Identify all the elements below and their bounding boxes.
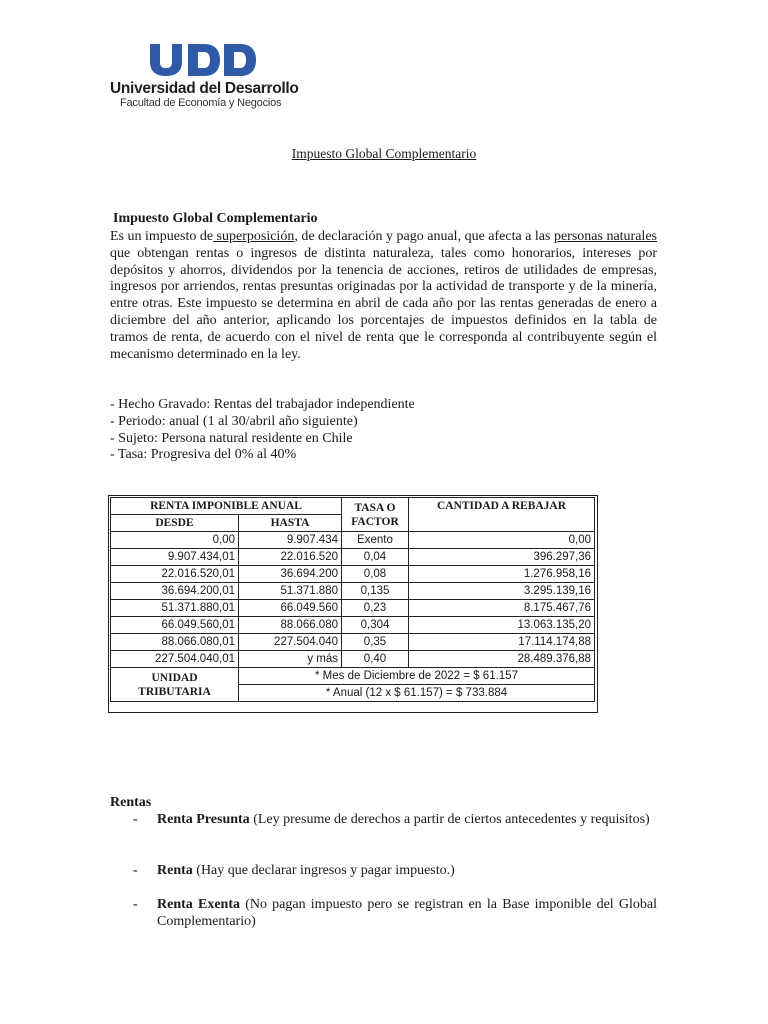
bullet: - xyxy=(133,812,138,827)
renta-desc: (Hay que declarar ingresos y pagar impuesto.) xyxy=(192,863,455,878)
university-name: Universidad del Desarrollo xyxy=(110,80,299,97)
udd-logo-mark xyxy=(148,40,258,76)
cell-rebajar: 1.276.958,16 xyxy=(409,566,595,583)
fact-tasa: - Tasa: Progresiva del 0% al 40% xyxy=(110,447,297,463)
cell-rebajar: 0,00 xyxy=(409,532,595,549)
cell-hasta: 9.907.434 xyxy=(239,532,342,549)
cell-tasa: 0,40 xyxy=(342,651,409,668)
tax-facts-list xyxy=(110,397,415,464)
cell-desde: 227.504.040,01 xyxy=(111,651,239,668)
para-text-b: , de declaración y pago anual, que afecta a las xyxy=(294,229,554,244)
fact-sujeto: - Sujeto: Persona natural residente en Chile xyxy=(110,430,353,446)
cell-hasta: 88.066.080 xyxy=(239,617,342,634)
cell-desde: 88.066.080,01 xyxy=(111,634,239,651)
para-underlined-superposicion: superposición xyxy=(213,229,295,244)
cell-hasta: 22.016.520 xyxy=(239,549,342,566)
cell-hasta: 66.049.560 xyxy=(239,600,342,617)
renta-desc: (Ley presume de derechos a partir de ciertos antecedentes y requisitos) xyxy=(249,812,650,827)
table-row xyxy=(111,566,595,583)
header-desde: DESDE xyxy=(111,515,239,532)
utm-mes: * Mes de Diciembre de 2022 = $ 61.157 xyxy=(239,668,595,685)
cell-hasta: 227.504.040 xyxy=(239,634,342,651)
cell-rebajar: 8.175.467,76 xyxy=(409,600,595,617)
header-renta-imponible: RENTA IMPONIBLE ANUAL xyxy=(111,498,342,515)
utm-label: UNIDAD TRIBUTARIA xyxy=(111,668,239,702)
renta-item xyxy=(133,812,657,829)
utm-row xyxy=(111,668,595,685)
cell-tasa: 0,135 xyxy=(342,583,409,600)
renta-item xyxy=(133,897,657,931)
fact-periodo: - Periodo: anual (1 al 30/abril año siguiente) xyxy=(110,413,358,429)
renta-term: Renta Presunta xyxy=(157,812,250,827)
cell-hasta: y más xyxy=(239,651,342,668)
renta-term: Renta xyxy=(157,863,193,878)
table-row xyxy=(111,583,595,600)
cell-desde: 22.016.520,01 xyxy=(111,566,239,583)
header-cantidad-rebajar: CANTIDAD A REBAJAR xyxy=(409,498,595,532)
table-row xyxy=(111,600,595,617)
table-row xyxy=(111,617,595,634)
cell-rebajar: 3.295.139,16 xyxy=(409,583,595,600)
cell-desde: 66.049.560,01 xyxy=(111,617,239,634)
bullet: - xyxy=(133,863,138,878)
header-hasta: HASTA xyxy=(239,515,342,532)
rentas-heading: Rentas xyxy=(110,795,152,810)
cell-tasa: 0,08 xyxy=(342,566,409,583)
university-logo xyxy=(110,40,299,115)
para-underlined-personas: personas naturales xyxy=(553,229,657,244)
cell-tasa: 0,23 xyxy=(342,600,409,617)
bullet: - xyxy=(133,897,138,912)
cell-desde: 0,00 xyxy=(111,532,239,549)
renta-desc: (No pagan impuesto pero se registran en la Base imponible del Global Complementario) xyxy=(157,897,657,929)
header-tasa-factor: TASA O FACTOR xyxy=(342,498,409,532)
cell-rebajar: 396.297,36 xyxy=(409,549,595,566)
para-text-c: que obtengan rentas o ingresos de distinta naturaleza, tales como honorarios, intereses por depósitos y ahorros, dividendos por la tenencia de acciones, retiros de utilidades de empresas, ingresos por arriendos, rentas presuntas originadas por la actividad de transporte y de la minería, entre otras. Este impuesto se determina en abril de cada año por las rentas generadas de enero a diciembre del año anterior, aplicando los porcentajes de impuestos definidos en la tabla de tramos de renta, de acuerdo con el nivel de renta que le corresponda al contribuyente según el mecanismo determinado en la ley. xyxy=(110,245,657,362)
page-title: Impuesto Global Complementario xyxy=(291,146,477,161)
renta-item xyxy=(133,863,657,880)
para-text-a: Es un impuesto de xyxy=(110,229,214,244)
description-paragraph xyxy=(110,229,657,363)
table-row xyxy=(111,651,595,668)
cell-rebajar: 28.489.376,88 xyxy=(409,651,595,668)
cell-tasa: 0,35 xyxy=(342,634,409,651)
tax-brackets-table xyxy=(110,497,595,702)
table-header-row xyxy=(111,498,595,515)
renta-term: Renta Exenta xyxy=(157,897,240,912)
table-row xyxy=(111,532,595,549)
cell-rebajar: 13.063.135,20 xyxy=(409,617,595,634)
cell-hasta: 51.371.880 xyxy=(239,583,342,600)
section-heading: Impuesto Global Complementario xyxy=(113,211,318,226)
cell-hasta: 36.694.200 xyxy=(239,566,342,583)
fact-hecho-gravado: - Hecho Gravado: Rentas del trabajador independiente xyxy=(110,397,415,412)
cell-tasa: 0,04 xyxy=(342,549,409,566)
cell-desde: 9.907.434,01 xyxy=(111,549,239,566)
table-row xyxy=(111,634,595,651)
cell-tasa: Exento xyxy=(342,532,409,549)
faculty-name: Facultad de Economía y Negocios xyxy=(120,97,282,109)
utm-anual: * Anual (12 x $ 61.157) = $ 733.884 xyxy=(239,685,595,702)
cell-desde: 51.371.880,01 xyxy=(111,600,239,617)
cell-rebajar: 17.114.174,88 xyxy=(409,634,595,651)
cell-tasa: 0,304 xyxy=(342,617,409,634)
cell-desde: 36.694.200,01 xyxy=(111,583,239,600)
table-row xyxy=(111,549,595,566)
